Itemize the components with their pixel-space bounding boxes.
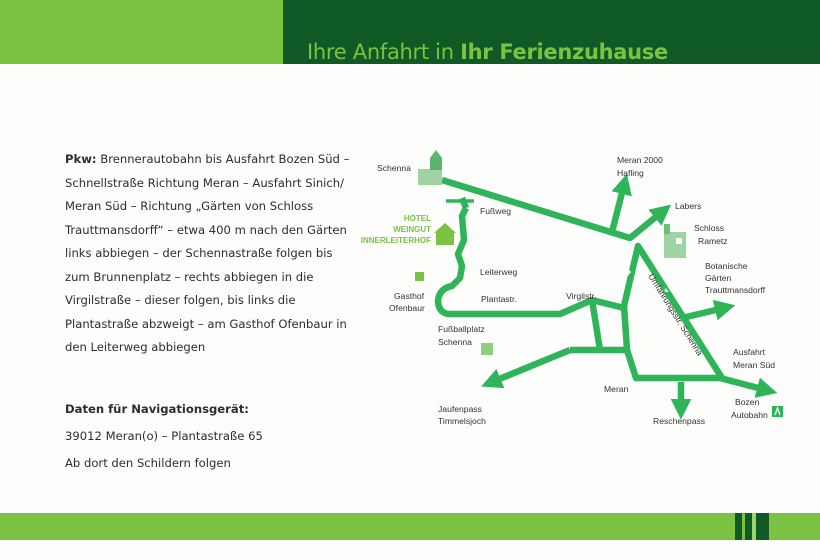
footer-bar (0, 513, 820, 540)
label-gaerten: Gärten (705, 273, 732, 283)
label-meran: Meran (604, 384, 629, 394)
header-green-panel (0, 0, 283, 64)
directions-label: Pkw: (65, 152, 97, 166)
hotel-house-icon (434, 223, 456, 245)
label-umfahrung: Umfahrungsstr. Schenna (646, 271, 705, 358)
label-fussweg: Fußweg (480, 206, 512, 216)
schloss-rametz-icon (664, 224, 686, 258)
label-fussballplatz-schenna: Schenna (438, 337, 472, 347)
navigation-address: 39012 Meran(o) – Plantastraße 65 (65, 429, 263, 443)
label-weingut: WEINGUT (393, 225, 431, 234)
label-virgilstr: Virgilstr. (566, 291, 597, 301)
fussballplatz-marker (481, 343, 493, 355)
label-schenna: Schenna (377, 163, 411, 173)
label-plantastr: Plantastr. (481, 294, 517, 304)
road-botanische (682, 308, 724, 318)
navigation-note: Ab dort den Schildern folgen (65, 456, 231, 470)
label-ofenbaur: Ofenbaur (389, 303, 425, 313)
label-hotel: HOTEL (403, 214, 431, 223)
road-bozen (720, 378, 766, 390)
label-bozen: Bozen (735, 397, 760, 407)
label-timmelsjoch: Timmelsjoch (438, 416, 486, 426)
road-schenna-labers (442, 180, 662, 238)
label-reschenpass: Reschenpass (653, 416, 706, 426)
schenna-castle-icon (418, 150, 442, 185)
footer-stripe (752, 513, 756, 540)
label-trauttmansdorff: Trauttmansdorff (705, 285, 766, 295)
navigation-info (65, 396, 355, 477)
label-innerleiterhof: INNERLEITERHOF (360, 236, 431, 245)
page-bottom (0, 540, 820, 560)
road-meran2000 (612, 185, 624, 232)
label-fussballplatz: Fußballplatz (438, 324, 485, 334)
autobahn-icon (772, 406, 783, 417)
label-rametz: Rametz (698, 236, 728, 246)
navigation-heading: Daten für Navigationsgerät: (65, 402, 249, 416)
footer-stripe (742, 513, 745, 540)
label-meran-sued: Meran Süd (733, 360, 776, 370)
road-virgil-down (592, 300, 600, 350)
label-hafling: Hafling (617, 168, 644, 178)
gasthof-marker (415, 272, 424, 281)
label-autobahn: Autobahn (731, 410, 768, 420)
route-map (360, 140, 820, 440)
directions-text (65, 148, 355, 360)
label-leiterweg: Leiterweg (480, 267, 518, 277)
label-ausfahrt: Ausfahrt (733, 347, 766, 357)
label-schloss: Schloss (694, 223, 725, 233)
directions-body: Brennerautobahn bis Ausfahrt Bozen Süd – Schnellstraße Richtung Meran – Ausfahrt Sinich/ Meran Süd – Richtung „Gärten von Schloss Trauttmansdorff“ – etwa 400 m nach den Gärten links abbiegen – der Schennastraße folgen bis zum Brunnenplatz – rechts abbiegen in die Virgilstraße – dieser folgen, bis links die Plantastraße abzweigt – am Gasthof Ofenbaur in den Leiterweg abbiegen (65, 152, 350, 354)
label-gasthof: Gasthof (394, 291, 425, 301)
label-botanische: Botanische (705, 261, 748, 271)
label-labers: Labers (675, 201, 702, 211)
page-title: Ihre Anfahrt in Ihr Ferienzuhause (307, 40, 668, 64)
road-jaufenpass (492, 350, 570, 382)
label-jaufenpass: Jaufenpass (438, 404, 482, 414)
label-meran2000: Meran 2000 (617, 155, 663, 165)
